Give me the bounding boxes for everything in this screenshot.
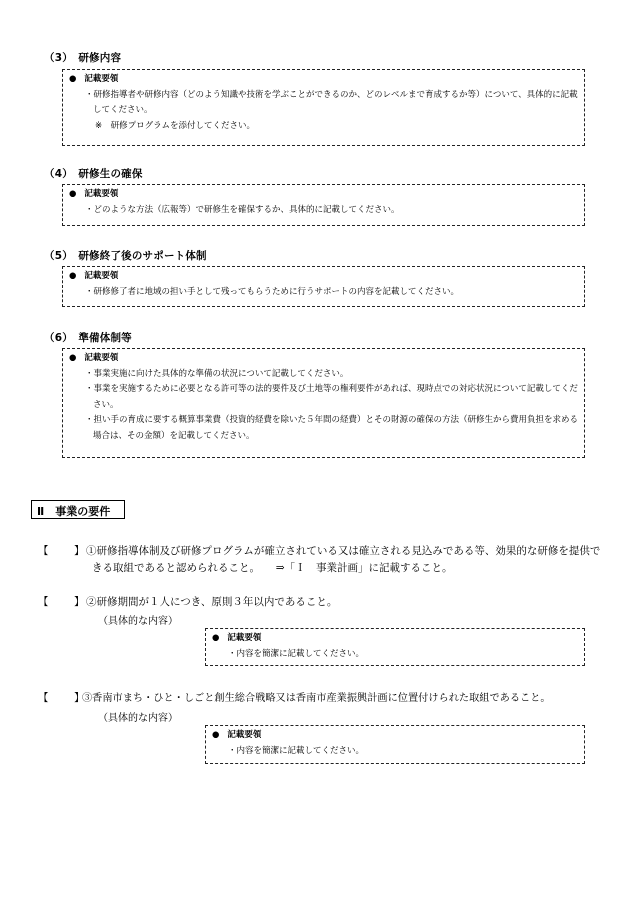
checkbox-bracket-close: 】 [74, 596, 85, 608]
detail-label: （具体的な内容） [98, 713, 178, 724]
box-title: ● 記載要領 [212, 730, 262, 740]
detail-label: （具体的な内容） [98, 616, 178, 627]
checkbox-bracket-close: 】 [74, 692, 85, 704]
instruction-line: ・事業を実施するために必要となる許可等の法的要件及び土地等の権利要件があれば、現時点での対応状況について記載してください。 [85, 384, 578, 410]
bullet-dot-icon: ● [212, 730, 220, 740]
instruction-box-5 [62, 266, 585, 307]
checkbox-bracket-open[interactable]: 【 [38, 545, 49, 557]
box-title: ● 記載要領 [69, 74, 119, 84]
bullet-dot-icon: ● [69, 271, 77, 281]
instruction-box-3 [62, 69, 585, 146]
instruction-box-4 [62, 184, 585, 226]
instruction-line: ・担い手の育成に要する概算事業費（投資的経費を除いた５年間の経費）とその財源の確保の方法（研修生から費用負担を求める場合は、その金額）を記載してください。 [85, 415, 579, 441]
requirement-text: ③香南市まち・ひと・しごと創生総合戦略又は香南市産業振興計画に位置付けられた取組であること。 [82, 693, 551, 704]
instruction-line: ・内容を簡潔に記載してください。 [228, 648, 365, 659]
section2-title: Ⅱ 事業の要件 [31, 500, 125, 519]
box-title: ● 記載要領 [69, 189, 119, 199]
requirement-text: ②研修期間が１人につき、原則３年以内であること。 [86, 596, 338, 608]
instruction-box-req3 [205, 725, 585, 764]
bullet-dot-icon: ● [69, 74, 77, 84]
checkbox-bracket-close: 】 [74, 545, 85, 557]
instruction-note: ※ 研修プログラムを添付してください。 [95, 120, 256, 131]
checkbox-bracket-open[interactable]: 【 [38, 596, 49, 608]
box-title: ● 記載要領 [69, 353, 119, 363]
instruction-box-6 [62, 348, 585, 458]
instruction-line: ・研修指導者や研修内容（どのよう知識や技術を学ぶことができるのか、どのレベルまで育成するか等）について、具体的に記載してください。 [85, 89, 578, 115]
instruction-line: ・どのような方法（広報等）で研修生を確保するか、具体的に記載してください。 [85, 204, 400, 215]
section-heading-3: （3） 研修内容 [44, 52, 122, 64]
section-heading-4: （4） 研修生の確保 [44, 168, 143, 180]
box-title: ● 記載要領 [212, 633, 262, 643]
requirement-text: ①研修指導体制及び研修プログラムが確立されている又は確立される見込みである等、効果的な研修を提供できる取組であると認められること。 ⇒「Ｉ 事業計画」に記載すること。 [86, 545, 601, 574]
checkbox-bracket-open[interactable]: 【 [38, 692, 49, 704]
instruction-line: ・研修修了者に地域の担い手として残ってもらうために行うサポートの内容を記載してください。 [85, 286, 460, 297]
section-heading-6: （6） 準備体制等 [44, 332, 132, 344]
bullet-dot-icon: ● [69, 353, 77, 363]
box-title: ● 記載要領 [69, 271, 119, 281]
bullet-dot-icon: ● [69, 189, 77, 199]
instruction-box-req2 [205, 628, 585, 666]
instruction-line: ・内容を簡潔に記載してください。 [228, 745, 365, 756]
instruction-line: ・事業実施に向けた具体的な準備の状況について記載してください。 [85, 368, 349, 379]
bullet-dot-icon: ● [212, 633, 220, 643]
section-heading-5: （5） 研修終了後のサポート体制 [44, 250, 207, 262]
